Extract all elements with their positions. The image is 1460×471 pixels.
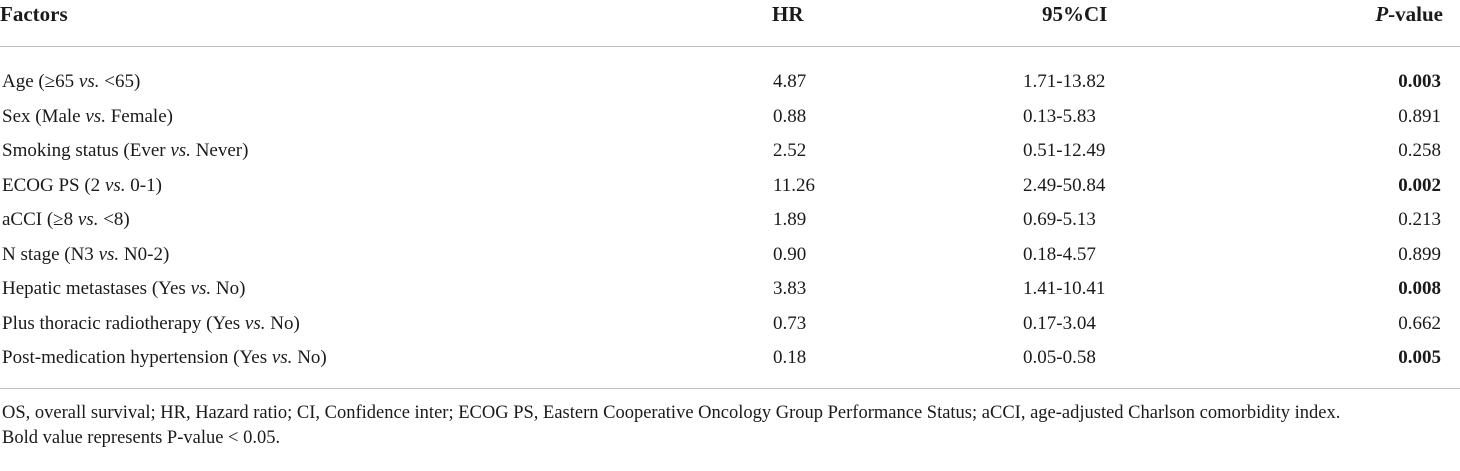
factor-text: ECOG PS (2 xyxy=(2,174,105,196)
factor-text: Post-medication hypertension (Yes xyxy=(2,347,272,369)
cell-hr: 0.18 xyxy=(773,347,807,369)
factor-text: Sex (Male xyxy=(2,105,86,127)
factor-text: Smoking status (Ever xyxy=(2,140,171,162)
table-header xyxy=(0,0,1460,47)
factor-comparator: <8) xyxy=(98,209,130,231)
cell-p-value: 0.008 xyxy=(1398,278,1441,300)
factor-vs: vs. xyxy=(85,105,106,127)
cell-hr: 2.52 xyxy=(773,140,807,162)
factor-comparator: <65) xyxy=(99,71,141,93)
cell-hr: 0.88 xyxy=(773,105,807,127)
cell-p-value: 0.213 xyxy=(1398,209,1441,231)
table-row xyxy=(0,307,1460,342)
header-factors: Factors xyxy=(0,0,628,47)
table-row xyxy=(0,238,1460,273)
factor-vs: vs. xyxy=(98,243,120,265)
cell-factor xyxy=(0,238,628,273)
factor-vs: vs. xyxy=(271,347,293,369)
table-row xyxy=(0,169,1460,204)
cell-p-value: 0.005 xyxy=(1398,347,1441,369)
factor-comparator: Never) xyxy=(190,140,249,162)
cell-p-value: 0.662 xyxy=(1398,312,1441,334)
header-p-rest: -value xyxy=(1388,2,1443,26)
table-row xyxy=(0,134,1460,169)
table-row xyxy=(0,272,1460,307)
cell-p-value: 0.899 xyxy=(1398,243,1441,265)
cell-ci: 0.17-3.04 xyxy=(1023,312,1096,334)
cell-factor xyxy=(0,341,628,382)
table-row xyxy=(0,341,1460,382)
cell-factor xyxy=(0,203,628,238)
cell-p-value: 0.891 xyxy=(1398,105,1441,127)
header-ci: 95%CI xyxy=(872,0,1207,47)
factor-comparator: No) xyxy=(292,347,327,369)
cell-factor xyxy=(0,169,628,204)
cell-ci: 0.51-12.49 xyxy=(1023,140,1106,162)
cell-factor xyxy=(0,47,628,100)
cell-hr: 1.89 xyxy=(773,209,807,231)
cell-factor xyxy=(0,307,628,342)
cell-ci: 0.13-5.83 xyxy=(1023,105,1096,127)
cell-p-value: 0.258 xyxy=(1398,140,1441,162)
factor-vs: vs. xyxy=(244,312,266,334)
cell-p-value: 0.002 xyxy=(1398,174,1441,196)
factor-vs: vs. xyxy=(190,278,212,300)
header-hr: HR xyxy=(628,0,872,47)
factor-vs: vs. xyxy=(77,209,99,231)
cell-ci: 0.69-5.13 xyxy=(1023,209,1096,231)
factor-comparator: Female) xyxy=(105,105,173,127)
cell-factor xyxy=(0,272,628,307)
cell-ci: 0.18-4.57 xyxy=(1023,243,1096,265)
factor-comparator: 0-1) xyxy=(125,174,162,196)
cell-factor xyxy=(0,134,628,169)
header-p-value xyxy=(1207,0,1460,47)
cell-hr: 0.73 xyxy=(773,312,807,334)
table-footnotes xyxy=(0,389,1460,451)
cell-p-value: 0.003 xyxy=(1398,71,1441,93)
factor-comparator: No) xyxy=(211,278,246,300)
cell-hr: 3.83 xyxy=(773,278,807,300)
table-row xyxy=(0,100,1460,135)
table-body xyxy=(0,47,1460,382)
factor-comparator: N0-2) xyxy=(119,243,170,265)
cell-ci: 0.05-0.58 xyxy=(1023,347,1096,369)
cell-ci: 1.41-10.41 xyxy=(1023,278,1106,300)
factor-text: aCCI (≥8 xyxy=(2,209,78,231)
cell-factor xyxy=(0,100,628,135)
cell-ci: 2.49-50.84 xyxy=(1023,174,1106,196)
cell-hr: 11.26 xyxy=(773,174,816,196)
table-row xyxy=(0,203,1460,238)
factor-vs: vs. xyxy=(104,174,126,196)
factor-vs: vs. xyxy=(170,140,191,162)
cell-hr: 4.87 xyxy=(773,71,807,93)
cell-hr: 0.90 xyxy=(773,243,807,265)
header-row xyxy=(0,0,1460,47)
table-row xyxy=(0,47,1460,100)
factor-text: Plus thoracic radiotherapy (Yes xyxy=(2,312,245,334)
factor-vs: vs. xyxy=(78,71,100,93)
footnote-bold-note: Bold value represents P-value < 0.05. xyxy=(2,427,281,448)
footnote-abbreviations: OS, overall survival; HR, Hazard ratio; CI, Confidence inter; ECOG PS, Eastern Cooperative Oncology Group Performance Status; aCCI, age-adjusted Charlson comorbidity index. xyxy=(2,402,1341,423)
factor-comparator: No) xyxy=(265,312,300,334)
factor-text: Hepatic metastases (Yes xyxy=(2,278,191,300)
factor-text: N stage (N3 xyxy=(2,243,99,265)
cell-ci: 1.71-13.82 xyxy=(1023,71,1106,93)
factor-text: Age (≥65 xyxy=(2,71,79,93)
header-p-italic: P xyxy=(1375,2,1389,26)
